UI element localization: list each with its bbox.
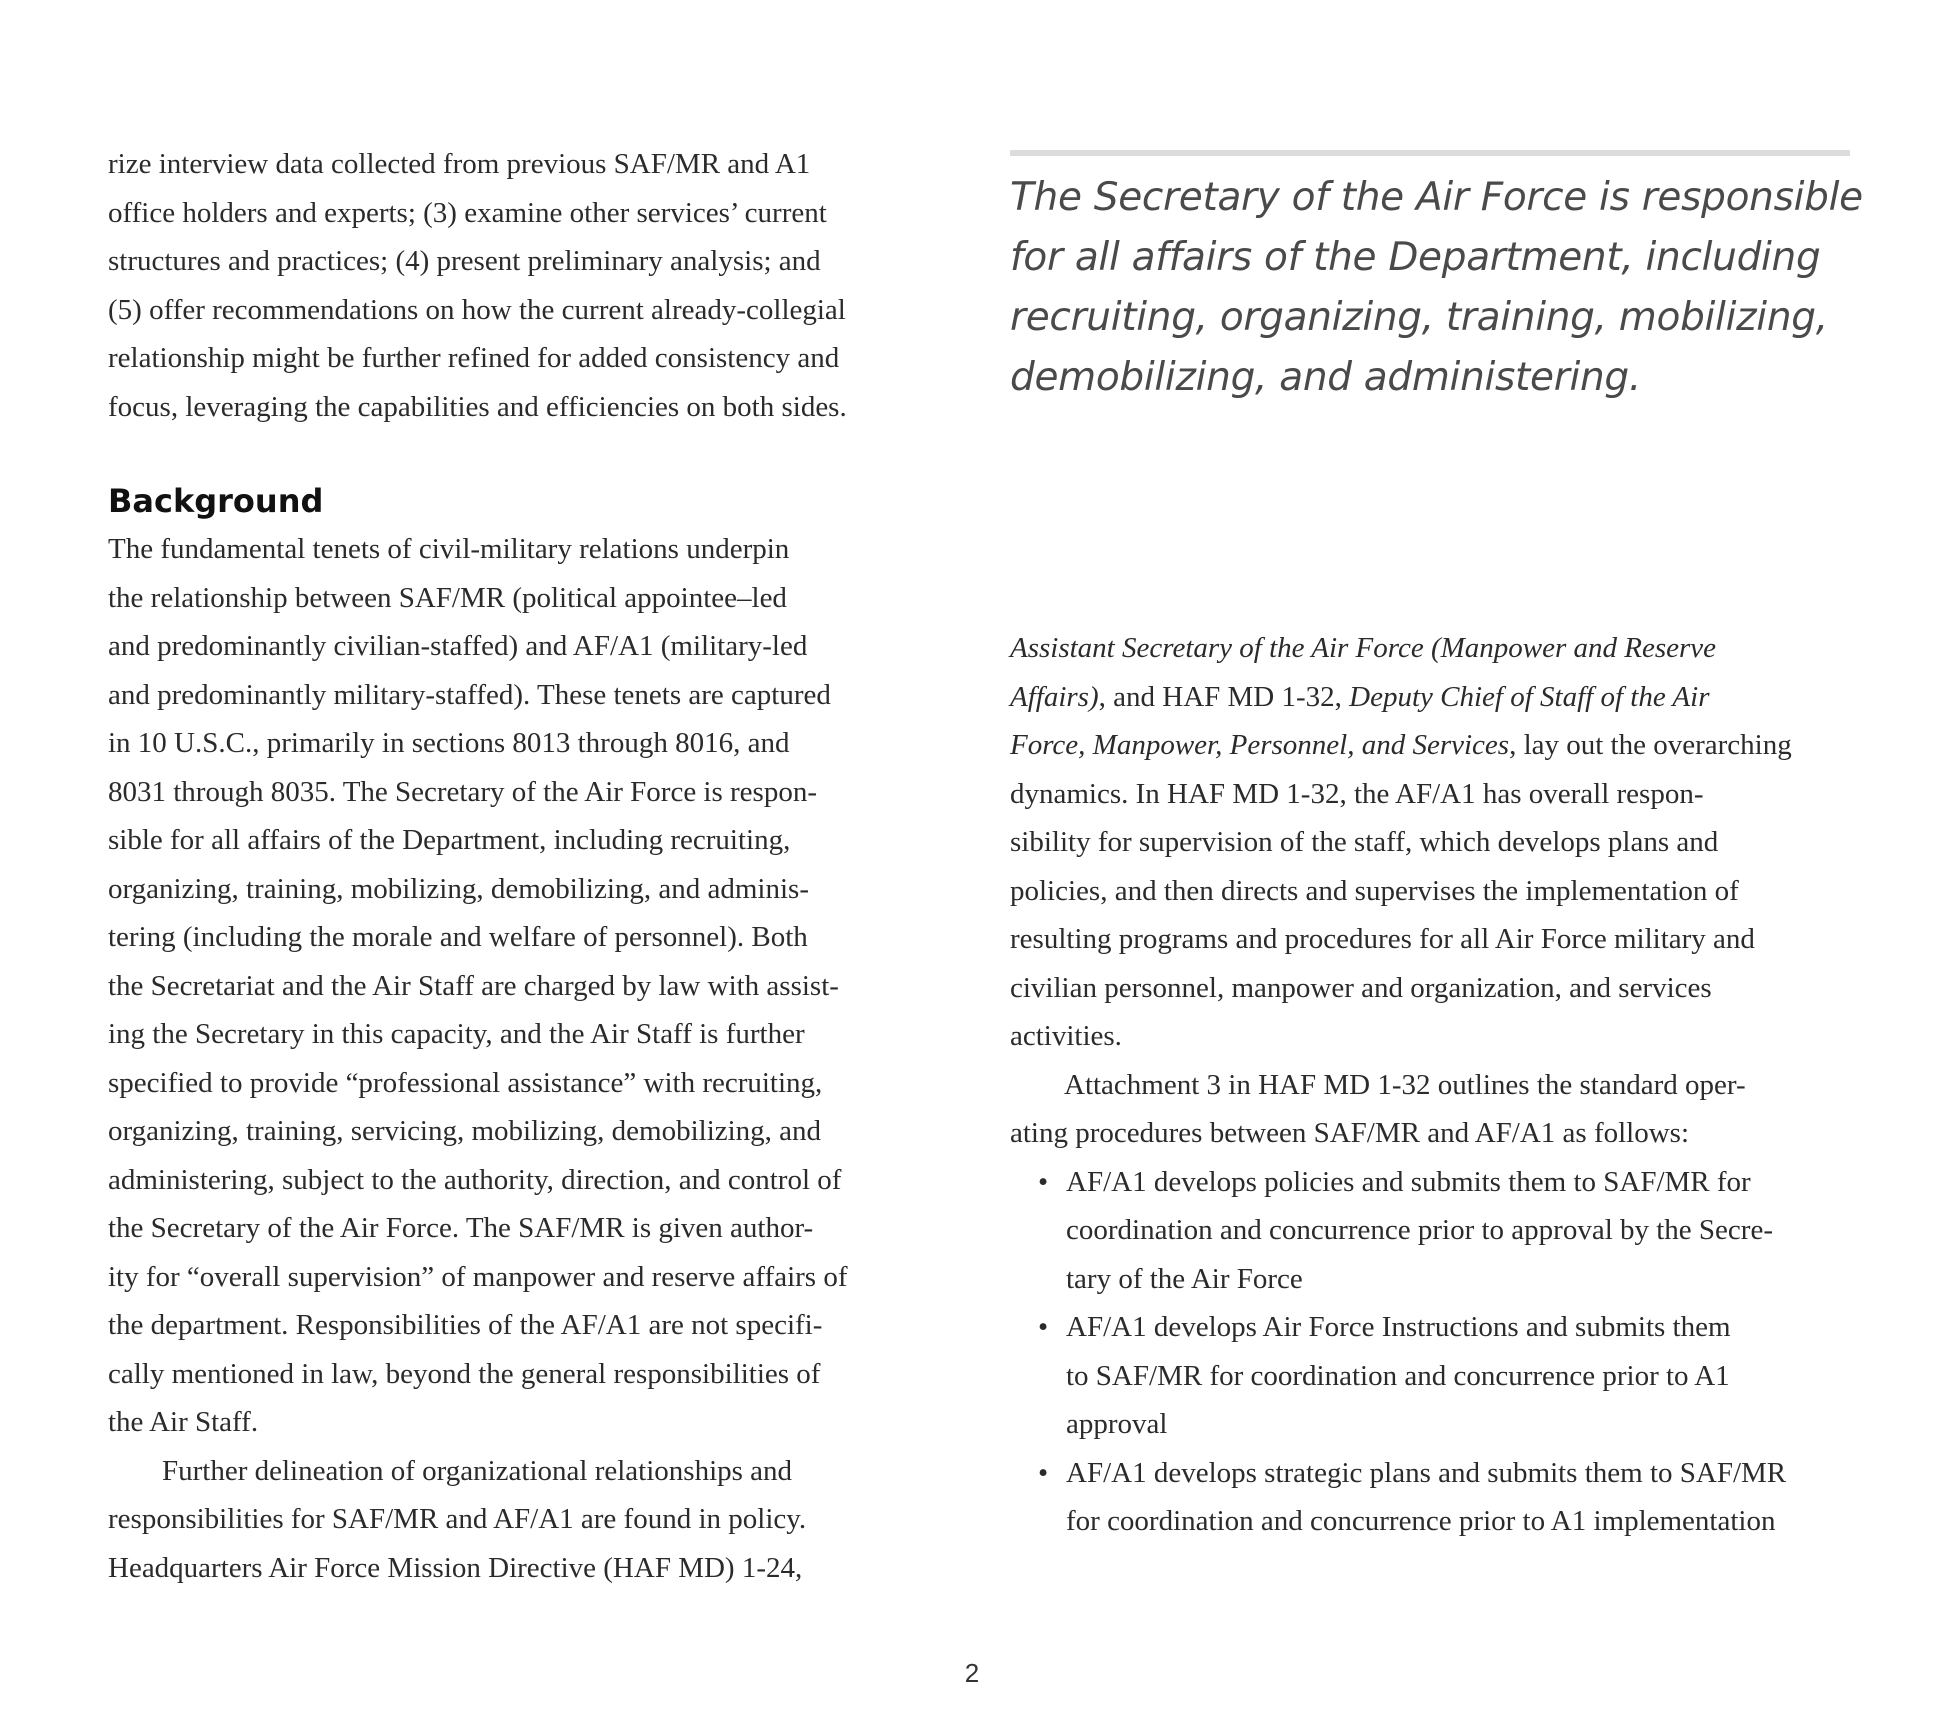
text-line: office holders and experts; (3) examine other services’ current [108,196,827,229]
text-line: tering (including the morale and welfare of personnel). Both [108,921,808,953]
text-line: ing the Secretary in this capacity, and the Air Staff is further [108,1018,805,1050]
text-line: tary of the Air Force [1066,1262,1303,1295]
text-line: responsibilities for SAF/MR and AF/A1 are found in policy. [108,1503,807,1535]
intro-paragraph [108,140,948,431]
text-line: cally mentioned in law, beyond the general responsibilities of [108,1357,821,1390]
pull-quote-line: The Secretary of the Air Force is responsible [1010,175,1863,220]
text-line: Further delineation of organizational relationships and [162,1454,793,1487]
text-line: approval [1066,1408,1168,1440]
bullet-icon: • [1038,1311,1049,1343]
list-item [1010,1158,1850,1304]
text-line: AF/A1 develops policies and submits them to SAF/MR for [1066,1165,1751,1198]
text-line [1010,624,1850,673]
section-heading-background: Background [108,482,324,520]
text-line: the Secretary of the Air Force. The SAF/MR is given author- [108,1212,814,1244]
list-item [1010,1449,1850,1546]
text-line: ating procedures between SAF/MR and AF/A1 as follows: [1010,1117,1690,1149]
text-line: and predominantly military-staffed). These tenets are captured [108,678,831,711]
text-line: administering, subject to the authority, direction, and control of [108,1163,842,1196]
background-paragraph-1 [108,525,948,1447]
text-line: ity for “overall supervision” of manpower and reserve affairs of [108,1260,848,1293]
text-line: civilian personnel, manpower and organization, and services [1010,971,1712,1004]
text-line: in 10 U.S.C., primarily in sections 8013 through 8016, and [108,727,790,759]
list-item [1010,1303,1850,1449]
document-title-italic: Affairs) [1010,680,1099,713]
right-paragraph-1 [1010,624,1850,1061]
text-line: policies, and then directs and supervises the implementation of [1010,874,1739,907]
text-line: the Air Staff. [108,1406,259,1438]
text-line: the department. Responsibilities of the AF/A1 are not specifi- [108,1309,823,1341]
text-line: and predominantly civilian-staffed) and AF/A1 (military-led [108,630,808,662]
document-title-italic: Force, Manpower, Personnel, and Services [1010,729,1510,761]
text-line: The fundamental tenets of civil-military relations underpin [108,533,790,565]
text-line: sibility for supervision of the staff, which develops plans and [1010,826,1719,858]
text-line [1010,721,1850,770]
text-line [1010,673,1850,722]
bullet-icon: • [1038,1456,1049,1489]
text-line: to SAF/MR for coordination and concurrence prior to A1 [1066,1359,1730,1392]
page-number: 2 [964,1658,980,1688]
text-line: for coordination and concurrence prior to A1 implementation [1066,1505,1776,1537]
pull-quote-line: recruiting, organizing, training, mobilizing, [1010,295,1828,340]
text-line: dynamics. In HAF MD 1-32, the AF/A1 has overall respon- [1010,777,1704,810]
background-paragraph-2 [108,1447,948,1593]
text-line: resulting programs and procedures for all Air Force military and [1010,923,1755,955]
text-line: activities. [1010,1020,1122,1052]
text-line: coordination and concurrence prior to approval by the Secre- [1066,1214,1773,1246]
text-line: AF/A1 develops Air Force Instructions and submits them [1066,1311,1731,1343]
text-line: relationship might be further refined for added consistency and [108,342,840,374]
text-line: Headquarters Air Force Mission Directive (HAF MD) 1-24, [108,1551,803,1584]
text-line: organizing, training, mobilizing, demobilizing, and adminis- [108,872,809,905]
pull-quote-line: demobilizing, and administering. [1010,355,1641,400]
document-title-italic: Assistant Secretary of the Air Force (Manpower and Reserve [1010,632,1717,664]
text-line: focus, leveraging the capabilities and efficiencies on both sides. [108,390,847,423]
text-line: (5) offer recommendations on how the current already-collegial [108,293,846,326]
left-column [108,140,948,1592]
pull-quote [1010,150,1863,408]
document-title-italic: Deputy Chief of Staff of the Air [1349,680,1710,713]
right-column [1010,624,1850,1546]
text-line: sible for all affairs of the Department, including recruiting, [108,824,791,856]
text-line: rize interview data collected from previous SAF/MR and A1 [108,148,811,180]
text-line: structures and practices; (4) present preliminary analysis; and [108,245,821,277]
inline-text: , lay out the overarching [1509,729,1792,761]
right-paragraph-2 [1010,1061,1850,1158]
text-line: 8031 through 8035. The Secretary of the Air Force is respon- [108,775,817,808]
inline-text: , and HAF MD 1-32, [1098,680,1350,713]
pull-quote-line: for all affairs of the Department, including [1010,235,1821,280]
text-line: the relationship between SAF/MR (political appointee–led [108,581,787,614]
text-line: the Secretariat and the Air Staff are charged by law with assist- [108,969,839,1002]
text-line: specified to provide “professional assistance” with recruiting, [108,1066,823,1099]
procedures-list [1010,1158,1850,1546]
text-line: AF/A1 develops strategic plans and submits them to SAF/MR [1066,1456,1787,1489]
text-line: Attachment 3 in HAF MD 1-32 outlines the standard oper- [1064,1068,1746,1101]
text-line: organizing, training, servicing, mobilizing, demobilizing, and [108,1115,822,1147]
bullet-icon: • [1038,1165,1049,1198]
